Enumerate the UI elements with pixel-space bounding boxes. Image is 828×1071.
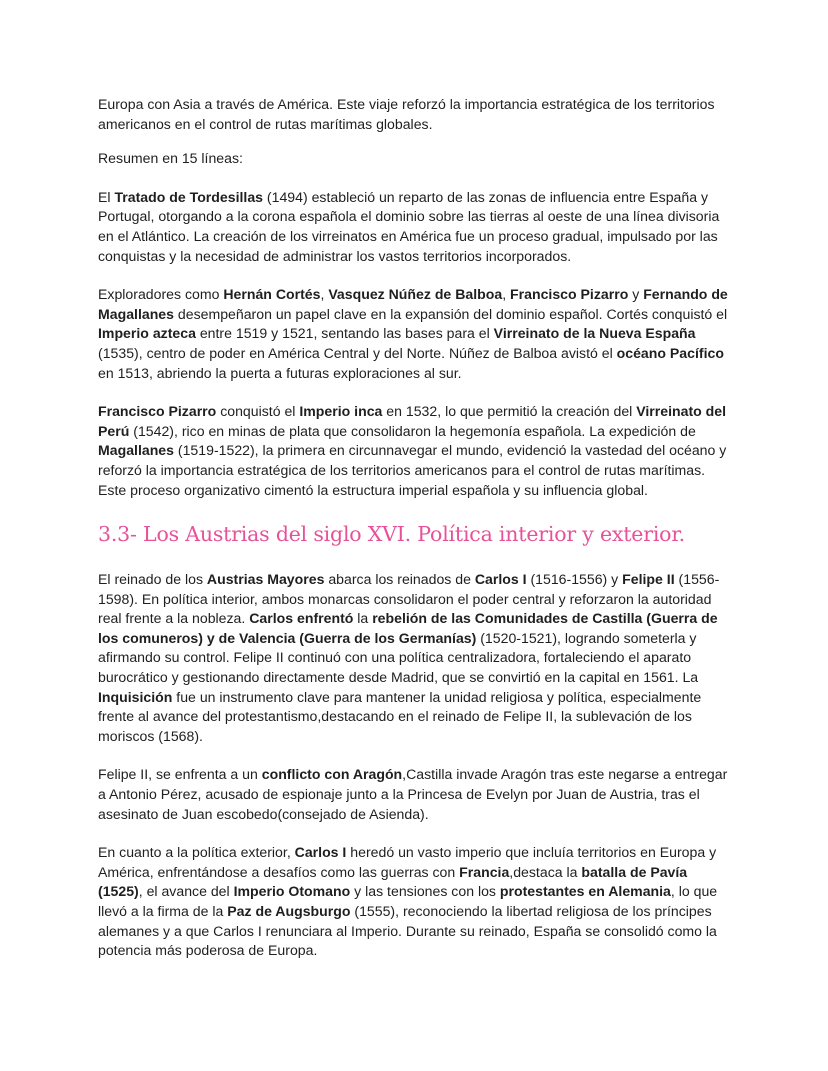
bold-term: batalla de Pavía (1525) [98, 863, 688, 900]
text-run: , lo que llevó a la firma de la [98, 883, 718, 919]
text-run: ,destaca la [509, 863, 582, 880]
bold-term: Francia [459, 863, 510, 880]
bold-term: Inquisición [98, 688, 173, 705]
bold-term: Paz de Augsburgo [227, 903, 351, 919]
text-run: la [353, 610, 373, 627]
text-run: , el avance del [138, 883, 234, 900]
text-run: y las tensiones con los [350, 883, 500, 900]
bold-term: Virreinato del Perú [98, 403, 727, 439]
text-run: (1555), reconociendo la libertad religiosa de los príncipes alemanes y a que Carlos I renunciara al Imperio. Durante su reinado, España se consolidó como la potencia más poderosa de Europa. [98, 903, 717, 959]
bold-term: Francisco Pizarro [98, 403, 217, 420]
bold-term: Vasquez Núñez de Balboa [328, 286, 503, 303]
bold-term: Tratado de Tordesillas [114, 188, 264, 205]
text-run: abarca los reinados de [324, 571, 475, 588]
bold-term: Carlos I [474, 571, 527, 588]
bold-term: Carlos I [294, 844, 347, 861]
section-heading: 3.3- Los Austrias del siglo XVI. Política interior y exterior. [98, 522, 685, 547]
paragraph-pizarro [98, 402, 732, 500]
bold-term: Virreinato de la Nueva España [493, 325, 696, 342]
bold-term: Hernán Cortés [223, 286, 321, 303]
paragraph-aragon [98, 765, 732, 824]
bold-term: protestantes en Alemania [499, 883, 671, 900]
text-run: en 1513, abriendo la puerta a futuras exploraciones al sur. [98, 364, 462, 381]
text-run: fue un instrumento clave para mantener la unidad religiosa y política, especialmente frente al avance del protestantismo,destacando en el reinado de Felipe II, la sublevación de los moriscos (1568). [98, 688, 702, 744]
bold-term: Imperio azteca [98, 325, 196, 342]
paragraph-explorers [98, 285, 732, 383]
text-run: , [502, 286, 511, 303]
bold-term: Fernando de Magallanes [98, 286, 728, 322]
text-run: (1535), centro de poder en América Central y del Norte. Núñez de Balboa avistó el [98, 344, 617, 361]
text-run: (1519-1522), la primera en circunnavegar el mundo, evidenció la vastedad del océano y reforzó la importancia estratégica de los territorios americanos para el control de rutas marítimas. Este proceso organizativo cimentó la estructura imperial española y su influencia global. [98, 442, 727, 498]
bold-term: Imperio Otomano [233, 883, 351, 900]
text-run: Exploradores como [98, 286, 224, 303]
paragraph-austrias-interior [98, 570, 732, 746]
text-run: Europa con Asia a través de América. Este viaje reforzó la importancia estratégica de los territorios americanos en el control de rutas marítimas globales. [98, 96, 715, 132]
text-run: desempeñaron un papel clave en la expansión del dominio español. Cortés conquistó el [173, 305, 728, 322]
bold-term: Carlos enfrentó [249, 610, 354, 627]
paragraph-summary-label [98, 149, 732, 169]
text-run: heredó un vasto imperio que incluía territorios en Europa y América, enfrentándose a desafíos como las guerras con [98, 844, 717, 880]
bold-term: Imperio inca [299, 403, 383, 420]
text-run: (1520-1521), logrando someterla y afirmando su control. Felipe II continuó con una política centralizadora, fortaleciendo el aparato burocrático y gestionando directamente desde Madrid, que se convirtió en la capital en 1561. La [98, 629, 699, 686]
bold-term: océano Pacífico [616, 344, 724, 361]
text-run: conquistó el [216, 403, 300, 420]
text-run: Resumen en 15 líneas: [98, 150, 243, 167]
bold-term: Francisco Pizarro [510, 286, 629, 303]
text-run: (1494) estableció un reparto de las zonas de influencia entre España y Portugal, otorgando a la corona española el dominio sobre las tierras al oeste de una línea divisoria en el Atlántico. La creación de los virreinatos en América fue un proceso gradual, impulsado por las conquistas y la necesidad de administrar los vastos territorios incorporados. [98, 188, 720, 264]
text-run: El reinado de los [98, 571, 207, 588]
text-run: en 1532, lo que permitió la creación del [382, 403, 637, 420]
bold-term: conflicto con Aragón [261, 766, 403, 783]
text-run: (1542), rico en minas de plata que consolidaron la hegemonía española. La expedición de [129, 422, 696, 439]
bold-term: Felipe II [622, 571, 675, 588]
text-run: , [320, 286, 329, 303]
text-run: El [98, 188, 115, 205]
text-run: En cuanto a la política exterior, [98, 844, 295, 861]
bold-term: Magallanes [98, 442, 174, 459]
paragraph-exterior [98, 843, 732, 961]
text-run: Felipe II, se enfrenta a un [98, 766, 262, 783]
paragraph-tordesillas [98, 188, 732, 266]
text-run: (1556-1598). En política interior, ambos monarcas consolidaron el poder central y reforzaron la autoridad real frente a la nobleza. [98, 571, 720, 627]
paragraph-intro [98, 95, 732, 134]
bold-term: Austrias Mayores [206, 571, 325, 588]
text-run: y [628, 286, 644, 303]
text-run: ,Castilla invade Aragón tras este negarse a entregar a Antonio Pérez, acusado de espionaje junto a la Princesa de Evelyn por Juan de Austria, tras el asesinato de Juan escobedo(consejado de Asienda). [98, 766, 728, 822]
text-run: (1516-1556) y [526, 571, 623, 588]
text-run: entre 1519 y 1521, sentando las bases para el [195, 325, 494, 342]
bold-term: rebelión de las Comunidades de Castilla (Guerra de los comuneros) y de Valencia (Guerra de los Germanías) [98, 610, 718, 646]
